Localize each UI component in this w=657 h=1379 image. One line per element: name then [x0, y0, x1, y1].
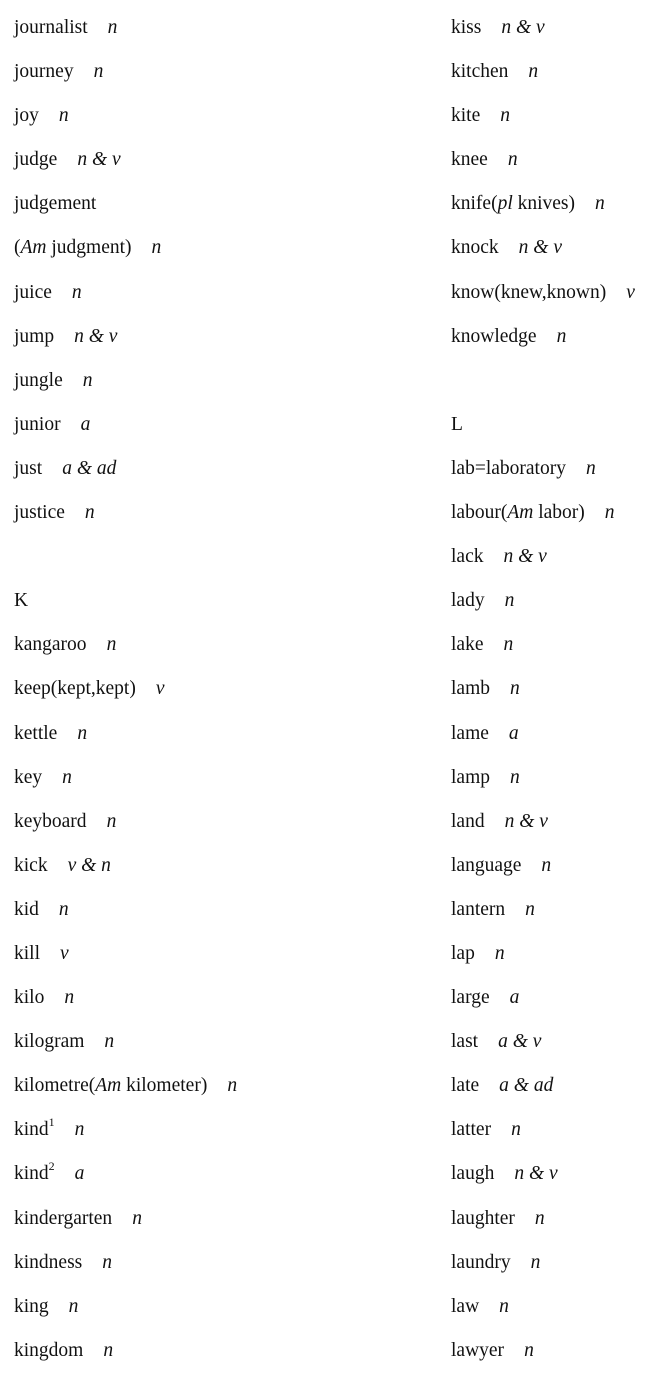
vocab-entry	[14, 403, 434, 447]
headword: jump	[14, 325, 55, 347]
vocab-entry	[451, 579, 657, 623]
headword: justice	[14, 502, 65, 524]
section-heading-row	[14, 579, 434, 623]
part-of-speech: n	[58, 898, 69, 920]
usage-label: Am	[20, 237, 47, 259]
homonym-number: 2	[48, 1158, 55, 1173]
part-of-speech: n	[494, 942, 505, 964]
blank-row	[451, 359, 657, 403]
part-of-speech: n	[530, 1251, 541, 1273]
vocab-entry	[451, 888, 657, 932]
vocab-entry	[451, 667, 657, 711]
headword: lady	[451, 590, 485, 612]
vocab-entry	[451, 6, 657, 50]
vocab-entry	[14, 800, 434, 844]
vocab-entry	[14, 138, 434, 182]
part-of-speech: n & v	[501, 17, 545, 38]
headword: last	[451, 1031, 479, 1053]
vocab-entry	[14, 756, 434, 800]
vocab-entry	[451, 1241, 657, 1285]
headword: know(knew,known)	[451, 281, 607, 303]
part-of-speech: n & v	[514, 1163, 558, 1185]
vocab-entry	[14, 976, 434, 1020]
headword-part: knives)	[512, 193, 576, 215]
part-of-speech: n	[71, 281, 82, 303]
vocab-entry	[451, 1197, 657, 1241]
part-of-speech: n	[504, 590, 515, 612]
part-of-speech: n	[103, 1339, 114, 1361]
part-of-speech: n & v	[503, 546, 547, 568]
headword: lap	[451, 942, 475, 964]
vocab-entry	[451, 1152, 657, 1196]
headword-part: (	[14, 237, 21, 259]
headword: latter	[451, 1119, 492, 1141]
part-of-speech: n	[499, 1295, 509, 1317]
part-of-speech: n	[62, 766, 72, 788]
headword: knock	[451, 237, 499, 259]
part-of-speech: a & ad	[499, 1075, 554, 1097]
part-of-speech: n	[58, 105, 69, 127]
part-of-speech: v	[626, 281, 635, 303]
part-of-speech: n	[595, 193, 605, 215]
headword-part: judgment)	[46, 237, 132, 259]
vocab-entry	[451, 932, 657, 976]
part-of-speech: a	[508, 722, 519, 744]
part-of-speech: a & ad	[62, 457, 117, 479]
headword: lantern	[451, 898, 506, 920]
vocab-entry	[451, 447, 657, 491]
vocab-entry	[451, 800, 657, 844]
headword: lake	[451, 634, 484, 656]
headword-part: knife(	[451, 193, 498, 215]
right-column	[451, 6, 657, 1373]
vocab-entry	[451, 756, 657, 800]
headword: lamb	[451, 678, 490, 700]
usage-label: Am	[95, 1075, 122, 1097]
part-of-speech: n	[151, 237, 162, 259]
part-of-speech: n	[500, 105, 510, 127]
part-of-speech: n & v	[77, 149, 121, 171]
vocab-entry	[451, 1064, 657, 1108]
part-of-speech: n	[511, 1119, 521, 1141]
part-of-speech: n	[556, 325, 567, 347]
part-of-speech: n & v	[74, 325, 118, 347]
vocab-entry	[14, 1197, 434, 1241]
left-column	[14, 6, 434, 1373]
vocab-entry	[14, 359, 434, 403]
headword: kangaroo	[14, 634, 87, 656]
vocab-entry	[451, 712, 657, 756]
vocab-entry	[14, 271, 434, 315]
headword: journey	[14, 61, 74, 83]
headword: just	[14, 457, 43, 479]
vocab-entry	[14, 491, 434, 535]
part-of-speech: n & v	[504, 810, 548, 832]
vocab-entry	[14, 844, 434, 888]
part-of-speech: n	[84, 502, 95, 524]
part-of-speech: n	[77, 722, 88, 744]
headword: kitchen	[451, 61, 509, 83]
headword: kite	[451, 105, 481, 127]
section-letter: K	[14, 590, 29, 612]
headword-part: kilometre(	[14, 1075, 96, 1097]
headword: kindness	[14, 1251, 83, 1273]
vocab-entry	[451, 1329, 657, 1373]
headword: judge	[14, 149, 58, 171]
vocab-entry	[14, 888, 434, 932]
headword: lamp	[451, 766, 490, 788]
part-of-speech: n	[510, 766, 520, 788]
headword: kid	[14, 898, 39, 920]
headword-part: labor)	[533, 502, 585, 524]
vocab-entry	[14, 623, 434, 667]
headword: law	[451, 1295, 480, 1317]
vocab-entry	[14, 667, 434, 711]
part-of-speech: n	[106, 634, 117, 656]
headword: kettle	[14, 722, 58, 744]
part-of-speech: n	[132, 1207, 142, 1229]
vocab-entry	[14, 1020, 434, 1064]
vocab-entry	[14, 1285, 434, 1329]
blank-row	[14, 535, 434, 579]
vocab-entry	[451, 844, 657, 888]
headword: kilo	[14, 987, 45, 1009]
vocab-entry	[451, 535, 657, 579]
vocab-entry	[14, 6, 434, 50]
part-of-speech: n	[525, 898, 535, 920]
vocab-entry	[451, 1020, 657, 1064]
part-of-speech: n	[507, 149, 518, 171]
headword: kindergarten	[14, 1207, 113, 1229]
vocab-entry	[14, 315, 434, 359]
part-of-speech: n	[524, 1339, 534, 1361]
headword: jungle	[14, 369, 63, 391]
headword: keep(kept,kept)	[14, 678, 136, 700]
vocab-entry	[14, 182, 434, 226]
section-letter: L	[451, 413, 463, 435]
part-of-speech: a & v	[498, 1031, 542, 1053]
headword: judgement	[14, 193, 97, 215]
vocab-entry	[14, 1241, 434, 1285]
part-of-speech: n	[104, 1031, 115, 1053]
headword: junior	[14, 413, 61, 435]
part-of-speech: a	[74, 1163, 85, 1185]
vocab-entry	[451, 623, 657, 667]
headword: journalist	[14, 17, 88, 38]
part-of-speech: v & n	[67, 854, 111, 876]
vocab-entry	[451, 182, 657, 226]
vocab-entry	[451, 1108, 657, 1152]
part-of-speech: n	[64, 987, 75, 1009]
part-of-speech: a	[509, 987, 520, 1009]
homonym-number: 1	[48, 1114, 55, 1129]
part-of-speech: n	[82, 369, 93, 391]
vocab-entry	[451, 138, 657, 182]
vocab-entry	[14, 94, 434, 138]
headword: kilogram	[14, 1031, 85, 1053]
headword: lawyer	[451, 1339, 505, 1361]
headword: juice	[14, 281, 52, 303]
vocab-entry	[451, 976, 657, 1020]
headword: late	[451, 1075, 480, 1097]
vocab-entry	[451, 315, 657, 359]
part-of-speech: n	[107, 17, 118, 38]
headword: kill	[14, 942, 41, 964]
part-of-speech: n	[102, 1251, 112, 1273]
headword: kind	[14, 1163, 49, 1185]
vocab-entry	[14, 447, 434, 491]
vocab-entry	[451, 1285, 657, 1329]
part-of-speech: n	[106, 810, 117, 832]
vocab-entry	[451, 226, 657, 270]
vocab-entry	[14, 1064, 434, 1108]
part-of-speech: v	[155, 678, 165, 700]
headword: language	[451, 854, 522, 876]
headword: laughter	[451, 1207, 515, 1229]
headword: key	[14, 766, 43, 788]
part-of-speech: n	[528, 61, 539, 83]
part-of-speech: n	[534, 1207, 545, 1229]
vocab-entry	[451, 491, 657, 535]
vocab-entry	[14, 50, 434, 94]
part-of-speech: n	[541, 854, 552, 876]
headword: lame	[451, 722, 489, 744]
headword: lack	[451, 546, 484, 568]
section-heading-row	[451, 403, 657, 447]
headword-part: labour(	[451, 502, 508, 524]
headword: land	[451, 810, 485, 832]
headword: kick	[14, 854, 48, 876]
vocab-entry	[451, 50, 657, 94]
part-of-speech: v	[60, 942, 69, 964]
part-of-speech: n	[74, 1119, 85, 1141]
vocab-entry	[14, 226, 434, 270]
part-of-speech: n	[510, 678, 520, 700]
vocab-entry	[14, 1329, 434, 1373]
vocab-entry	[14, 1152, 434, 1196]
headword-part: kilometer)	[121, 1075, 208, 1097]
part-of-speech: n	[227, 1075, 238, 1097]
part-of-speech: a	[80, 413, 91, 435]
part-of-speech: n & v	[518, 237, 562, 259]
headword: large	[451, 987, 490, 1009]
vocab-entry	[14, 1108, 434, 1152]
headword: kiss	[451, 17, 482, 38]
headword: keyboard	[14, 810, 87, 832]
vocab-entry	[451, 94, 657, 138]
usage-label: Am	[507, 502, 534, 524]
headword: laugh	[451, 1163, 495, 1185]
usage-label: pl	[497, 193, 513, 215]
part-of-speech: n	[604, 502, 615, 524]
headword: laundry	[451, 1251, 511, 1273]
headword: knowledge	[451, 325, 537, 347]
headword: knee	[451, 149, 488, 171]
headword: kind	[14, 1119, 49, 1141]
headword: king	[14, 1295, 49, 1317]
headword: lab=laboratory	[451, 457, 566, 479]
vocab-entry	[14, 932, 434, 976]
part-of-speech: n	[93, 61, 104, 83]
part-of-speech: n	[585, 457, 596, 479]
part-of-speech: n	[68, 1295, 79, 1317]
vocab-entry	[14, 712, 434, 756]
vocab-entry	[451, 271, 657, 315]
headword: kingdom	[14, 1339, 84, 1361]
part-of-speech: n	[503, 634, 514, 656]
headword: joy	[14, 105, 39, 127]
